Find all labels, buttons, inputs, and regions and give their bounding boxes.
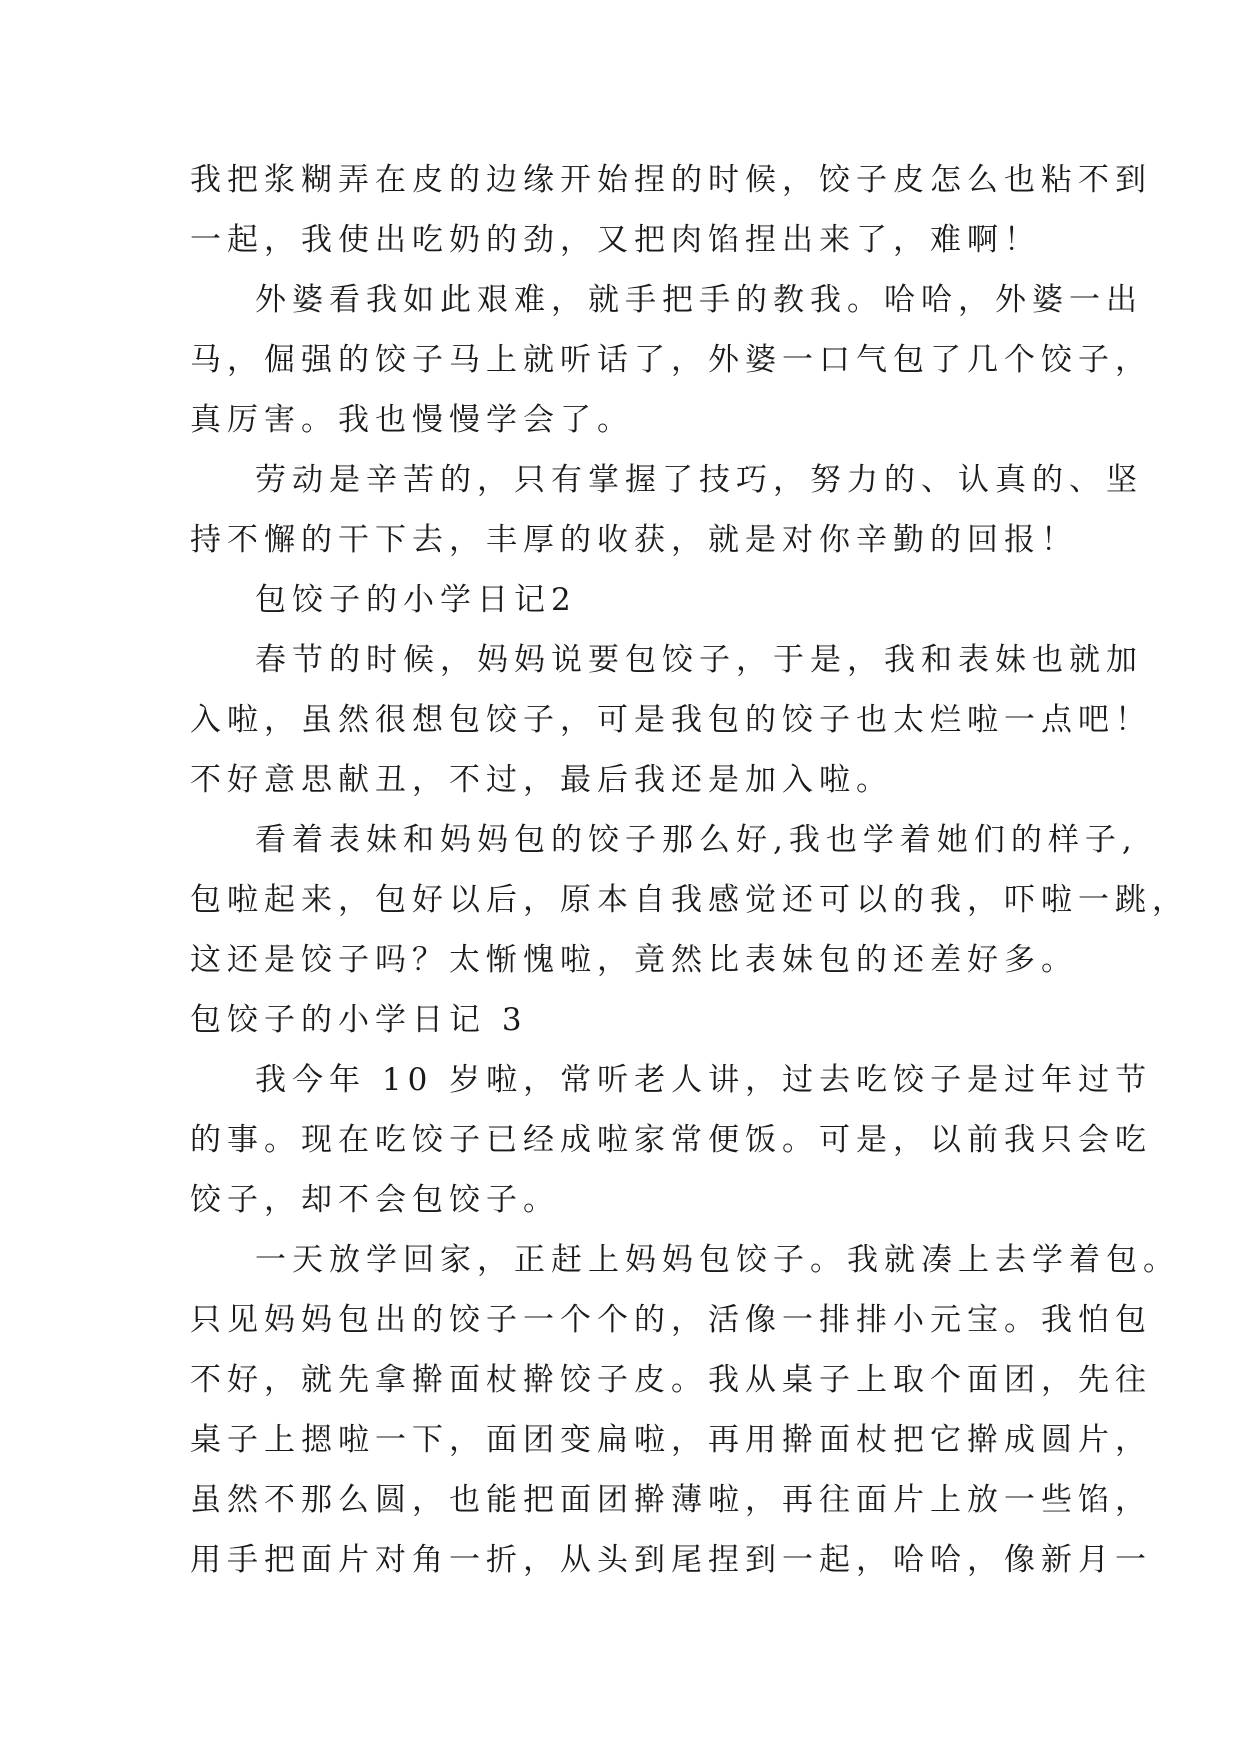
text-line: 劳动是辛苦的，只有掌握了技巧，努力的、认真的、坚 (255, 462, 1143, 498)
text-line: 看着表妹和妈妈包的饺子那么好,我也学着她们的样子, (255, 822, 1138, 858)
text-line: 不好，就先拿擀面杖擀饺子皮。我从桌子上取个面团，先往 (190, 1362, 1152, 1398)
text-line: 一天放学回家，正赶上妈妈包饺子。我就凑上去学着包。 (255, 1242, 1180, 1278)
text-line: 马，倔强的饺子马上就听话了，外婆一口气包了几个饺子， (190, 342, 1152, 378)
text-line: 一起，我使出吃奶的劲，又把肉馅捏出来了，难啊！ (190, 222, 1041, 258)
text-line: 不好意思献丑，不过，最后我还是加入啦。 (190, 762, 893, 798)
text-line: 我把浆糊弄在皮的边缘开始捏的时候，饺子皮怎么也粘不到 (190, 162, 1152, 198)
text-line: 外婆看我如此艰难，就手把手的教我。哈哈，外婆一出 (255, 282, 1143, 318)
text-line: 持不懈的干下去，丰厚的收获，就是对你辛勤的回报！ (190, 522, 1078, 558)
text-line: 真厉害。我也慢慢学会了。 (190, 402, 634, 438)
document-body (190, 150, 1189, 1590)
text-line: 春节的时候，妈妈说要包饺子，于是，我和表妹也就加 (255, 642, 1143, 678)
text-line: 这还是饺子吗？太惭愧啦，竟然比表妹包的还差好多。 (190, 942, 1078, 978)
text-line: 桌子上摁啦一下，面团变扁啦，再用擀面杖把它擀成圆片， (190, 1422, 1152, 1458)
text-line: 饺子，却不会包饺子。 (190, 1182, 560, 1218)
text-line: 用手把面片对角一折，从头到尾捏到一起，哈哈，像新月一 (190, 1542, 1152, 1578)
text-line: 入啦，虽然很想包饺子，可是我包的饺子也太烂啦一点吧！ (190, 702, 1152, 738)
section-heading: 包饺子的小学日记 3 (190, 1002, 528, 1038)
section-heading: 包饺子的小学日记2 (255, 582, 577, 618)
text-line: 的事。现在吃饺子已经成啦家常便饭。可是，以前我只会吃 (190, 1122, 1152, 1158)
text-line: 包啦起来，包好以后，原本自我感觉还可以的我，吓啦一跳， (190, 882, 1189, 918)
text-line: 只见妈妈包出的饺子一个个的，活像一排排小元宝。我怕包 (190, 1302, 1152, 1338)
text-line: 我今年 10 岁啦，常听老人讲，过去吃饺子是过年过节 (255, 1062, 1153, 1098)
text-line: 虽然不那么圆，也能把面团擀薄啦，再往面片上放一些馅， (190, 1482, 1152, 1518)
